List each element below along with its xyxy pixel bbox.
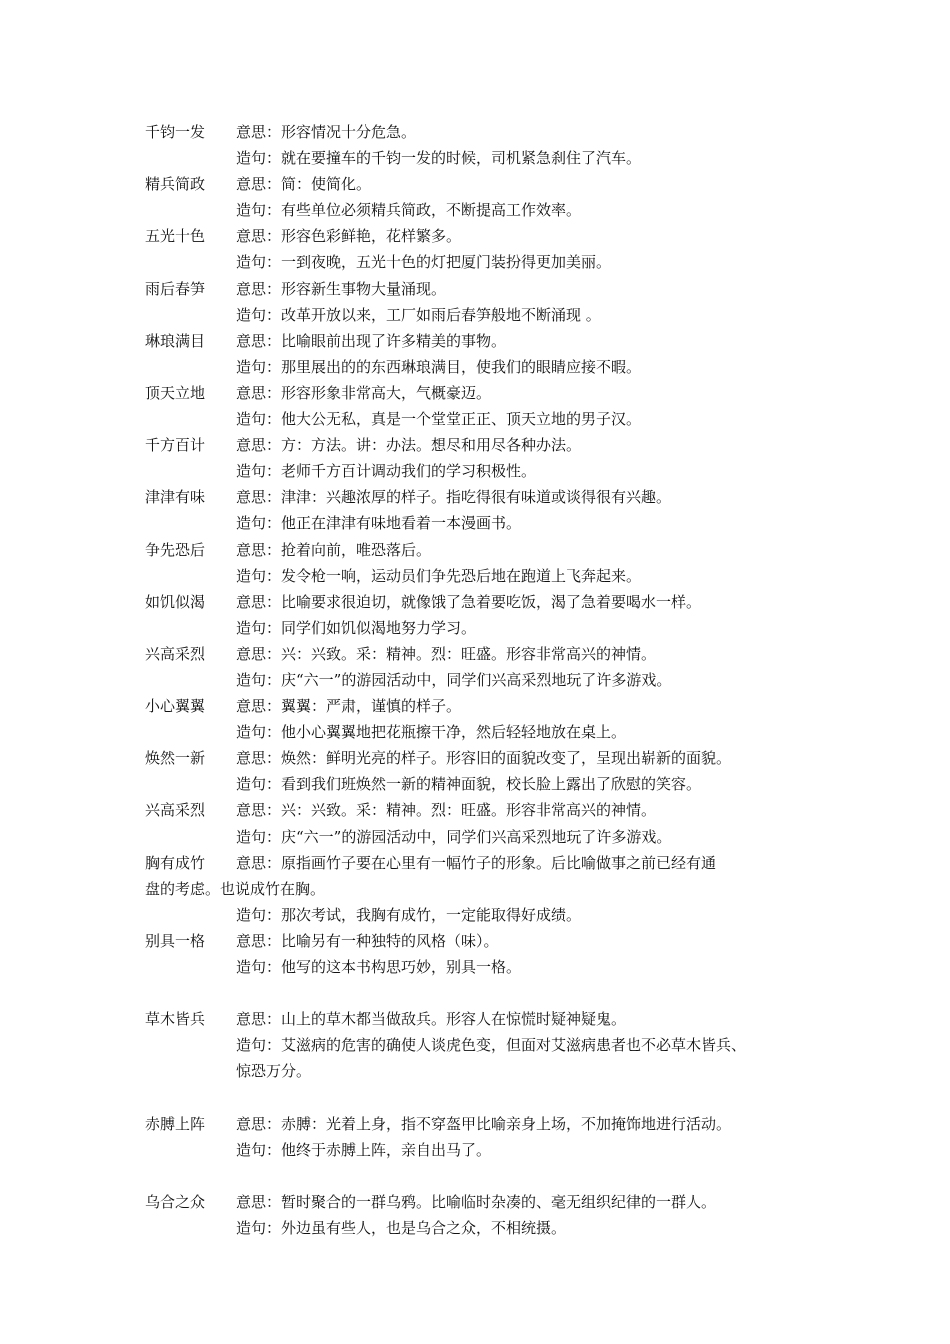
entry-line (145, 223, 825, 249)
idiom-example: 造句：他写的这本书构思巧妙，别具一格。 (236, 958, 522, 976)
idiom-example: 造句：一到夜晚，五光十色的灯把厦门装扮得更加美丽。 (236, 253, 612, 272)
entry-line (145, 328, 825, 354)
entry-line (145, 432, 825, 458)
idiom-example: 造句：老师千方百计调动我们的学习积极性。 (236, 462, 537, 481)
entry-line (145, 302, 825, 328)
idiom-example: 造句：那次考试，我胸有成竹，一定能取得好成绩。 (236, 905, 582, 924)
idiom-meaning: 意思：兴：兴致。采：精神。烈：旺盛。形容非常高兴的神情。 (236, 644, 657, 663)
blank-line (145, 980, 825, 1006)
entry-line (145, 119, 825, 145)
idiom-term: 雨后春笋 (145, 279, 206, 298)
idiom-term: 津津有味 (145, 488, 206, 507)
blank-line (145, 1084, 825, 1110)
idiom-term: 小心翼翼 (145, 697, 206, 716)
entry-line (145, 1032, 825, 1058)
idiom-term: 兴高采烈 (145, 801, 206, 820)
idiom-meaning: 意思：形容色彩鲜艳，花样繁多。 (236, 227, 462, 246)
idiom-meaning: 意思：形容新生事物大量涌现。 (236, 279, 447, 298)
entry-line (145, 954, 825, 980)
entry-line (145, 719, 825, 745)
entry-line (145, 902, 825, 928)
idiom-term: 千钧一发 (145, 123, 206, 141)
idiom-meaning: 意思：方：方法。讲：办法。想尽和用尽各种办法。 (236, 436, 582, 455)
idiom-meaning-continued: 盘的考虑。也说成竹在胸。 (145, 879, 326, 898)
idiom-meaning: 意思：比喻眼前出现了许多精美的事物。 (236, 331, 507, 350)
idiom-example: 造句：他大公无私，真是一个堂堂正正、顶天立地的男子汉。 (236, 410, 642, 429)
idiom-example: 造句：艾滋病的危害的确使人谈虎色变，但面对艾滋病患者也不必草木皆兵、 (236, 1036, 747, 1055)
idiom-term: 胸有成竹 (145, 853, 206, 872)
entry-line (145, 824, 825, 850)
idiom-example: 造句：就在要撞车的千钧一发的时候，司机紧急刹住了汽车。 (236, 149, 642, 168)
idiom-meaning: 意思：简：使简化。 (236, 175, 372, 194)
entry-line (145, 641, 825, 667)
entry-line (145, 745, 825, 771)
idiom-term: 顶天立地 (145, 383, 206, 402)
idiom-term: 如饥似渴 (145, 592, 206, 611)
entry-line (145, 589, 825, 615)
idiom-meaning: 意思：翼翼：严肃，谨慎的样子。 (236, 697, 462, 716)
idiom-term: 争先恐后 (145, 540, 206, 559)
entry-line (145, 563, 825, 589)
idiom-meaning: 意思：赤膊：光着上身，指不穿盔甲比喻亲身上场，不加掩饰地进行活动。 (236, 1114, 732, 1133)
idiom-term: 五光十色 (145, 227, 206, 246)
idiom-meaning: 意思：焕然：鲜明光亮的样子。形容旧的面貌改变了，呈现出崭新的面貌。 (236, 749, 732, 768)
entry-line (145, 667, 825, 693)
idiom-term: 赤膊上阵 (145, 1114, 206, 1133)
idiom-meaning: 意思：山上的草木都当做敌兵。形容人在惊慌时疑神疑鬼。 (236, 1010, 627, 1029)
idiom-example: 造句：他终于赤膊上阵，亲自出马了。 (236, 1140, 492, 1159)
entry-line (145, 693, 825, 719)
entry-line (145, 928, 825, 954)
entry-line (145, 197, 825, 223)
idiom-list (145, 119, 825, 1241)
entry-line (145, 537, 825, 563)
entry-line (145, 458, 825, 484)
entry-line (145, 1058, 825, 1084)
idiom-example: 造句：外边虽有些人，也是乌合之众，不相统摄。 (236, 1218, 567, 1237)
entry-line (145, 510, 825, 536)
idiom-example: 造句：那里展出的的东西琳琅满目，使我们的眼睛应接不暇。 (236, 357, 642, 376)
entry-line (145, 1137, 825, 1163)
idiom-meaning: 意思：形容形象非常高大，气概豪迈。 (236, 383, 492, 402)
idiom-term: 兴高采烈 (145, 644, 206, 663)
idiom-example: 造句：同学们如饥似渴地努力学习。 (236, 618, 477, 637)
entry-line (145, 1111, 825, 1137)
idiom-example: 造句：改革开放以来，工厂如雨后春笋般地不断涌现 。 (236, 305, 601, 324)
entry-line (145, 1006, 825, 1032)
entry-line (145, 249, 825, 275)
idiom-term: 焕然一新 (145, 749, 206, 768)
idiom-meaning: 意思：比喻另有一种独特的风格（味）。 (236, 931, 499, 950)
idiom-meaning: 意思：津津：兴趣浓厚的样子。指吃得很有味道或谈得很有兴趣。 (236, 488, 672, 507)
entry-line (145, 771, 825, 797)
entry-line (145, 876, 825, 902)
entry-line (145, 797, 825, 823)
idiom-meaning: 意思：抢着向前，唯恐落后。 (236, 540, 432, 559)
entry-line (145, 406, 825, 432)
idiom-example: 造句：看到我们班焕然一新的精神面貌，校长脸上露出了欣慰的笑容。 (236, 775, 702, 794)
idiom-term: 千方百计 (145, 436, 206, 455)
idiom-meaning: 意思：形容情况十分危急。 (236, 123, 417, 141)
idiom-term: 别具一格 (145, 931, 206, 950)
idiom-term: 乌合之众 (145, 1192, 206, 1211)
entry-line (145, 145, 825, 171)
idiom-meaning: 意思：比喻要求很迫切，就像饿了急着要吃饭，渴了急着要喝水一样。 (236, 592, 702, 611)
idiom-example: 造句：他正在津津有味地看着一本漫画书。 (236, 514, 522, 533)
idiom-example-continued: 惊恐万分。 (236, 1062, 312, 1081)
idiom-term: 琳琅满目 (145, 331, 206, 350)
idiom-example: 造句：他小心翼翼地把花瓶擦干净，然后轻轻地放在桌上。 (236, 723, 627, 742)
idiom-example: 造句：有些单位必须精兵简政，不断提高工作效率。 (236, 201, 582, 220)
idiom-meaning: 意思：兴：兴致。采：精神。烈：旺盛。形容非常高兴的神情。 (236, 801, 657, 820)
idiom-example: 造句：庆“六一”的游园活动中，同学们兴高采烈地玩了许多游戏。 (236, 827, 672, 846)
idiom-meaning: 意思：原指画竹子要在心里有一幅竹子的形象。后比喻做事之前已经有通 (236, 853, 717, 872)
blank-line (145, 1163, 825, 1189)
entry-line (145, 171, 825, 197)
idiom-meaning: 意思：暂时聚合的一群乌鸦。比喻临时杂凑的、毫无组织纪律的一群人。 (236, 1192, 717, 1211)
idiom-example: 造句：发令枪一响，运动员们争先恐后地在跑道上飞奔起来。 (236, 566, 642, 585)
entry-line (145, 380, 825, 406)
entry-line (145, 850, 825, 876)
entry-line (145, 484, 825, 510)
idiom-term: 草木皆兵 (145, 1010, 206, 1029)
entry-line (145, 1189, 825, 1215)
entry-line (145, 615, 825, 641)
idiom-term: 精兵简政 (145, 175, 206, 194)
entry-line (145, 354, 825, 380)
entry-line (145, 276, 825, 302)
entry-line (145, 1215, 825, 1241)
idiom-example: 造句：庆“六一”的游园活动中，同学们兴高采烈地玩了许多游戏。 (236, 670, 672, 689)
